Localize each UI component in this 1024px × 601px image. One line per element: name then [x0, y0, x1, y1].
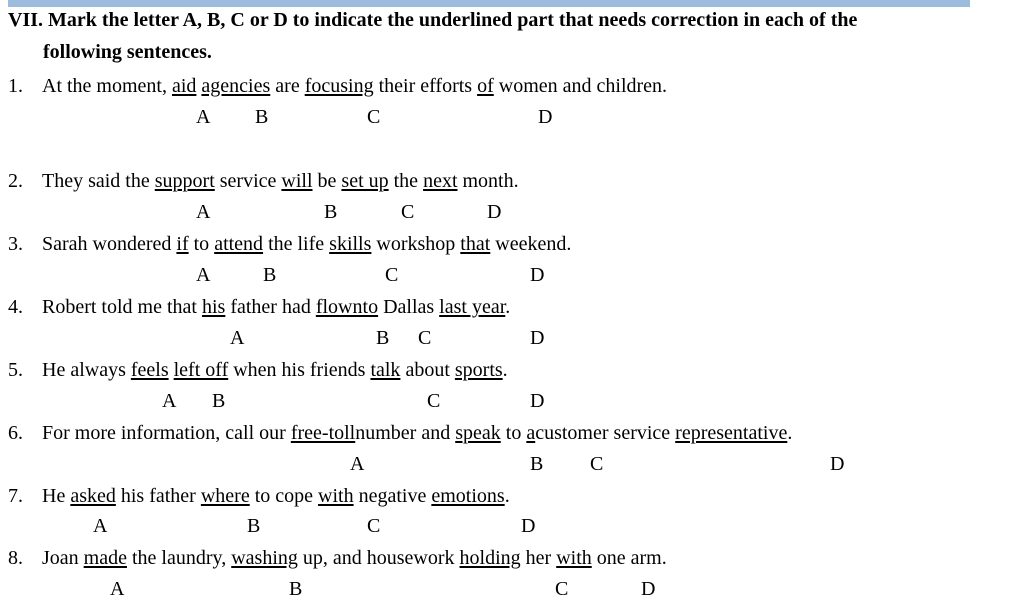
letter-d: D — [530, 264, 545, 286]
letter-a: A — [162, 390, 177, 412]
sentence-text: to — [500, 422, 527, 444]
sentence-text: He — [42, 485, 71, 507]
letter-d: D — [641, 578, 656, 600]
sentence-text: when his friends — [228, 359, 371, 381]
letter-b: B — [289, 578, 303, 600]
sentence-text: their efforts — [373, 75, 478, 97]
letter-a: A — [110, 578, 125, 600]
option-d-underlined: last year — [439, 296, 506, 318]
sentence-text: the — [388, 170, 424, 192]
letter-b: B — [247, 515, 261, 537]
sentence-text: weekend. — [490, 233, 572, 255]
letter-c: C — [427, 390, 441, 412]
option-a-underlined: his — [201, 296, 226, 318]
option-d-underlined: of — [477, 75, 494, 97]
option-b-underlined: attend — [214, 233, 264, 255]
sentence-text: negative — [353, 485, 432, 507]
option-c-underlined: set up — [341, 170, 389, 192]
letter-a: A — [196, 106, 211, 128]
sentence-text: Joan — [42, 547, 84, 569]
option-b-underlined: speak — [455, 422, 501, 444]
letter-c: C — [367, 106, 381, 128]
option-c-underlined: to — [362, 296, 379, 318]
option-d-underlined: next — [423, 170, 458, 192]
letter-c: C — [401, 201, 415, 223]
sentence-text: He always — [42, 359, 131, 381]
option-a-underlined: aid — [171, 75, 197, 97]
sentence-text: workshop — [371, 233, 461, 255]
option-d-underlined: sports — [454, 359, 503, 381]
letter-b: B — [212, 390, 226, 412]
question-8-sentence — [42, 546, 667, 570]
letter-d: D — [487, 201, 502, 223]
option-b-underlined: left off — [173, 359, 229, 381]
sentence-text: service — [214, 170, 282, 192]
sentence-text: They said the — [42, 170, 155, 192]
letter-c: C — [555, 578, 569, 600]
question-number: 5. — [8, 359, 23, 381]
question-number: 7. — [8, 485, 23, 507]
sentence-text: number and — [355, 422, 456, 444]
instruction-heading-line2: following sentences. — [43, 41, 212, 63]
question-6-sentence — [42, 421, 792, 445]
option-c-underlined: a — [526, 422, 536, 444]
option-a-underlined: support — [154, 170, 215, 192]
option-b-underlined: agencies — [201, 75, 271, 97]
question-1-sentence — [42, 74, 667, 98]
option-c-underlined: holding — [459, 547, 521, 569]
letter-a: A — [196, 264, 211, 286]
question-number: 2. — [8, 170, 23, 192]
question-3-sentence — [42, 232, 571, 256]
option-d-underlined: with — [556, 547, 592, 569]
sentence-text: month. — [457, 170, 519, 192]
sentence-text: to — [188, 233, 215, 255]
sentence-text: customer service — [535, 422, 676, 444]
letter-c: C — [367, 515, 381, 537]
question-number: 3. — [8, 233, 23, 255]
letter-a: A — [350, 453, 365, 475]
option-d-underlined: emotions — [431, 485, 505, 507]
sentence-text: up, and housework — [297, 547, 460, 569]
sentence-text: his father — [115, 485, 201, 507]
option-a-underlined: asked — [70, 485, 116, 507]
sentence-text: Dallas — [378, 296, 440, 318]
sentence-text: . — [502, 359, 508, 381]
letter-c: C — [385, 264, 399, 286]
sentence-text: the life — [263, 233, 330, 255]
sentence-text: . — [787, 422, 793, 444]
question-7-sentence — [42, 484, 510, 508]
option-a-underlined: made — [83, 547, 127, 569]
option-c-underlined: skills — [329, 233, 372, 255]
letter-d: D — [530, 390, 545, 412]
letter-d: D — [538, 106, 553, 128]
sentence-text: . — [505, 296, 511, 318]
option-a-underlined: free-toll — [290, 422, 356, 444]
letter-b: B — [324, 201, 338, 223]
sentence-text: be — [312, 170, 342, 192]
letter-d: D — [830, 453, 845, 475]
letter-a: A — [93, 515, 108, 537]
sentence-text: about — [400, 359, 455, 381]
sentence-text: are — [270, 75, 305, 97]
question-4-sentence — [42, 295, 510, 319]
letter-b: B — [263, 264, 277, 286]
question-number: 8. — [8, 547, 23, 569]
sentence-text: one arm. — [591, 547, 667, 569]
option-d-underlined: representative — [675, 422, 788, 444]
question-number: 6. — [8, 422, 23, 444]
sentence-text: the laundry, — [126, 547, 232, 569]
letter-b: B — [530, 453, 544, 475]
option-c-underlined: with — [318, 485, 354, 507]
question-2-sentence — [42, 169, 519, 193]
letter-b: B — [255, 106, 269, 128]
question-number: 4. — [8, 296, 23, 318]
option-b-underlined: washing — [231, 547, 298, 569]
letter-d: D — [521, 515, 536, 537]
option-a-underlined: if — [176, 233, 189, 255]
instruction-heading-line1: VII. Mark the letter A, B, C or D to indicate the underlined part that needs correction in each of the — [8, 9, 858, 31]
sentence-text: her — [520, 547, 557, 569]
sentence-text: At the moment, — [42, 75, 172, 97]
sentence-text: . — [504, 485, 510, 507]
letter-c: C — [418, 327, 432, 349]
letter-a: A — [196, 201, 211, 223]
option-b-underlined: where — [200, 485, 250, 507]
letter-b: B — [376, 327, 390, 349]
sentence-text: For more information, call our — [42, 422, 291, 444]
sentence-text: to cope — [249, 485, 319, 507]
option-c-underlined: talk — [370, 359, 401, 381]
question-5-sentence — [42, 358, 508, 382]
letter-c: C — [590, 453, 604, 475]
sentence-text: father had — [225, 296, 316, 318]
option-b-underlined: will — [281, 170, 313, 192]
letter-a: A — [230, 327, 245, 349]
sentence-text: Robert told me that — [42, 296, 202, 318]
option-c-underlined: focusing — [304, 75, 374, 97]
sentence-text: Sarah wondered — [42, 233, 177, 255]
question-number: 1. — [8, 75, 23, 97]
top-banner-strip — [8, 0, 970, 7]
option-d-underlined: that — [460, 233, 491, 255]
option-b-underlined: flown — [315, 296, 363, 318]
letter-d: D — [530, 327, 545, 349]
sentence-text: women and children. — [493, 75, 668, 97]
option-a-underlined: feels — [130, 359, 169, 381]
